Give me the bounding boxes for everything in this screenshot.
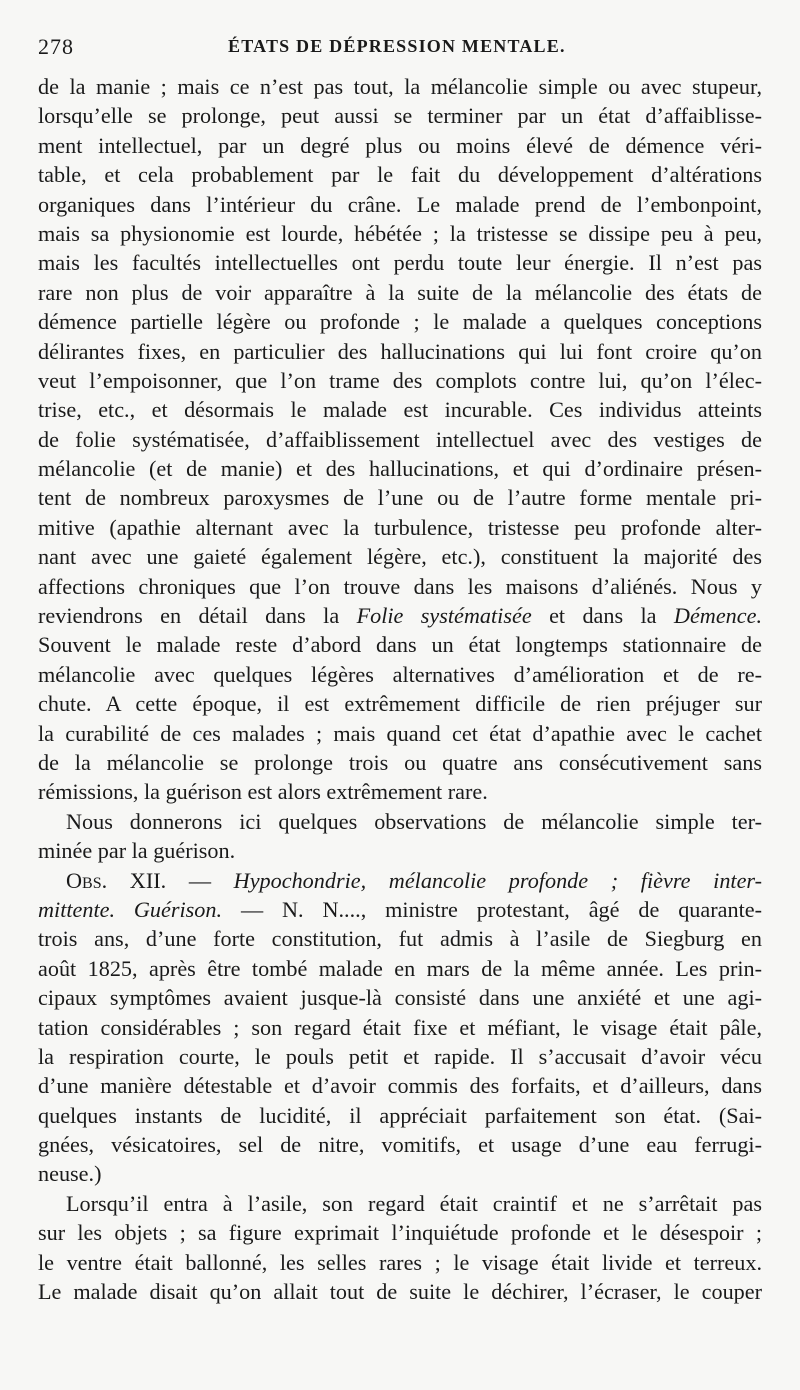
text-line [38,190,762,219]
text-segment: mélancolie avec quelques légères alternatives d’amélioration et de re- [38,661,762,687]
text-line [38,1218,762,1247]
text-line [38,1130,762,1159]
text-segment: de la mélancolie se prolonge trois ou quatre ans consécutivement sans [38,749,762,775]
text-segment: démence partielle légère ou profonde ; le malade a quelques conceptions [38,309,762,335]
text-line [38,1013,762,1042]
italic-text: mittente. Guérison. [38,896,223,922]
text-line [38,1277,762,1306]
page-header [38,34,760,64]
text-segment: affections chroniques que l’on trouve dans les maisons d’aliénés. Nous y [38,573,762,599]
text-segment: trois ans, d’une forte constitution, fut admis à l’asile de Siegburg en [38,926,762,952]
text-line [38,601,762,630]
text-line [38,131,762,160]
text-segment: lorsqu’elle se prolonge, peut aussi se terminer par un état d’affaiblisse- [38,103,762,129]
text-line [38,1101,762,1130]
text-line [38,307,762,336]
text-line [38,807,762,836]
text-segment: tation considérables ; son regard était fixe et méfiant, le visage était pâle, [38,1014,762,1040]
text-line [38,572,762,601]
text-segment: table, et cela probablement par le fait du développement d’altérations [38,162,762,188]
text-segment: délirantes fixes, en particulier des hallucinations qui lui font croire qu’on [38,338,762,364]
page-number: 278 [38,34,74,59]
text-segment: veut l’empoisonner, que l’on trame des complots contre lui, qu’on l’élec- [38,367,762,393]
text-segment: Souvent le malade reste d’abord dans un état longtemps stationnaire de [38,632,762,658]
text-line [38,219,762,248]
text-line [38,954,762,983]
text-segment: mitive (apathie alternant avec la turbulence, tristesse peu profonde alter- [38,514,762,540]
text-line [38,748,762,777]
text-segment: de la manie ; mais ce n’est pas tout, la mélancolie simple ou avec stupeur, [38,74,762,99]
text-segment: organiques dans l’intérieur du crâne. Le malade prend de l’embonpoint, [38,191,762,217]
text-line [38,777,762,806]
text-line [38,1189,762,1218]
text-segment: reviendrons en détail dans la [38,603,357,629]
text-segment: août 1825, après être tombé malade en mars de la même année. Les prin- [38,955,762,981]
text-line [38,366,762,395]
text-segment: Nous donnerons ici quelques observations de mélancolie simple ter- [66,808,762,834]
text-line [38,719,762,748]
text-line [38,483,762,512]
text-segment: cipaux symptômes avaient jusque-là consisté dans une anxiété et une agi- [38,985,762,1011]
text-line [38,1159,762,1188]
text-line [38,278,762,307]
body-text [38,72,762,1306]
text-segment: neuse.) [38,1161,102,1187]
text-line [38,895,762,924]
text-line [38,660,762,689]
text-line [38,1248,762,1277]
text-line [38,983,762,1012]
text-line [38,1042,762,1071]
text-segment: — N. N...., ministre protestant, âgé de quarante- [222,896,762,922]
text-line [38,72,762,101]
text-segment: trise, etc., et désormais le malade est incurable. Ces individus atteints [38,397,762,423]
text-line [38,454,762,483]
text-segment: la curabilité de ces malades ; mais quand cet état d’apathie avec le cachet [38,720,762,746]
text-line [38,866,762,895]
text-segment: sur les objets ; sa figure exprimait l’inquiétude profonde et le désespoir ; [38,1220,762,1246]
text-segment: chute. A cette époque, il est extrêmement difficile de rien préjuger sur [38,691,762,717]
running-head: ÉTATS DE DÉPRESSION MENTALE. [228,36,566,56]
text-segment: d’une manière détestable et d’avoir commis des forfaits, et d’ailleurs, dans [38,1073,762,1099]
text-segment: quelques instants de lucidité, il appréciait parfaitement son état. (Sai- [38,1102,762,1128]
text-line [38,337,762,366]
text-line [38,160,762,189]
text-segment: la respiration courte, le pouls petit et rapide. Il s’accusait d’avoir vécu [38,1043,762,1069]
text-line [38,836,762,865]
text-line [38,542,762,571]
text-segment: Lorsqu’il entra à l’asile, son regard était craintif et ne s’arrêtait pas [66,1190,762,1216]
text-segment: rémissions, la guérison est alors extrêmement rare. [38,779,488,805]
text-segment: et dans la [531,603,674,629]
text-segment: tent de nombreux paroxysmes de l’une ou de l’autre forme mentale pri- [38,485,762,511]
text-line [38,248,762,277]
text-line [38,1071,762,1100]
text-segment: mélancolie (et de manie) et des hallucinations, et qui d’ordinaire présen- [38,456,762,482]
text-segment: ment intellectuel, par un degré plus ou moins élevé de démence véri- [38,132,762,158]
text-segment: de folie systématisée, d’affaiblissement intellectuel avec des vestiges de [38,426,762,452]
italic-text: Hypochondrie, mélancolie profonde ; fièvre inter- [233,867,762,893]
text-segment: mais les facultés intellectuelles ont perdu toute leur énergie. Il n’est pas [38,250,762,276]
text-segment: minée par la guérison. [38,838,236,864]
text-line [38,101,762,130]
text-line [38,425,762,454]
text-segment: mais sa physionomie est lourde, hébétée ; la tristesse se dissipe peu à peu, [38,220,762,246]
text-segment: rare non plus de voir apparaître à la suite de la mélancolie des états de [38,279,762,305]
text-segment: nant avec une gaieté également légère, etc.), constituent la majorité des [38,544,762,570]
text-line [38,689,762,718]
text-segment: Le malade disait qu’on allait tout de suite le déchirer, l’écraser, le couper [38,1279,762,1305]
italic-text: Démence. [673,603,762,629]
text-line [38,924,762,953]
text-line [38,395,762,424]
text-line [38,630,762,659]
text-segment: le ventre était ballonné, les selles rares ; le visage était livide et terreux. [38,1249,762,1275]
small-caps-text: Obs. XII. [66,867,167,893]
text-segment: — [166,867,234,893]
italic-text: Folie systématisée [356,603,532,629]
text-line [38,513,762,542]
text-segment: gnées, vésicatoires, sel de nitre, vomitifs, et usage d’une eau ferrugi- [38,1132,762,1158]
